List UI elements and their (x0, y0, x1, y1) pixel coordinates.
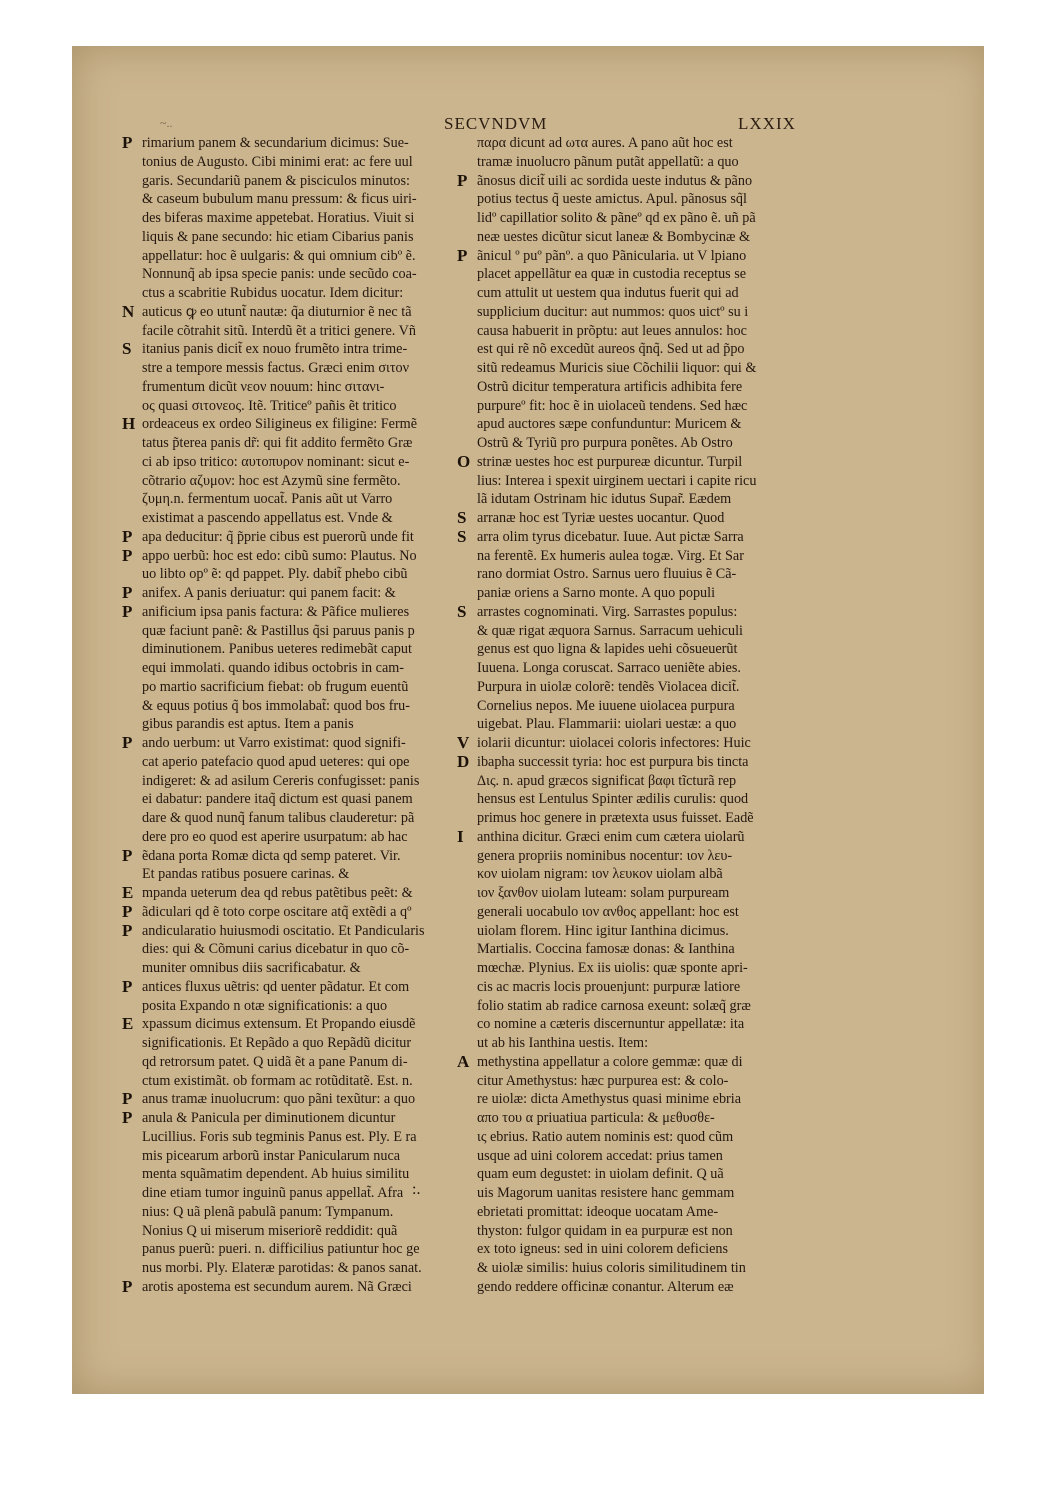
text-line (142, 622, 498, 641)
initial-letter: P (122, 601, 133, 621)
text-line (477, 1128, 859, 1147)
text-line (142, 659, 498, 678)
line-text: qd retrorsum patet. Q uidã ẽt a pane Panum di- (142, 1053, 408, 1070)
line-text: posita Expando n otæ significationis: a quo (142, 997, 388, 1014)
running-title: SECVNDVM (444, 114, 548, 133)
text-line (142, 509, 498, 528)
text-line (477, 415, 859, 434)
text-line (457, 508, 859, 528)
text-line (142, 1147, 498, 1166)
text-line (142, 772, 498, 791)
text-line (142, 865, 498, 884)
line-text: garis. Secundariũ panem & pisciculos minutos: (142, 172, 410, 189)
line-text: Δις. n. apud græcos significat βαφι tĩcturã rep (477, 772, 737, 789)
text-line (142, 265, 498, 284)
line-text: generali uocabulo ιον ανθος appellant: hoc est (477, 903, 739, 920)
text-line (477, 378, 859, 397)
text-line (122, 883, 498, 903)
line-text: ando uerbum: ut Varro existimat: quod signifi- (142, 735, 406, 751)
text-line (142, 809, 498, 828)
text-line (477, 1259, 859, 1278)
line-text: appo uerbũ: hoc est edo: cibũ sumo: Plautus. No (142, 547, 417, 564)
initial-letter: P (122, 845, 133, 865)
initial-letter: P (122, 920, 133, 940)
text-line (122, 976, 498, 997)
line-text: antices fluxus uẽtris: qd uenter pãdatur. Et com (142, 978, 410, 995)
text-line (142, 209, 498, 228)
right-column (457, 134, 859, 1297)
line-text: arra olim tyrus dicebatur. Iuue. Aut pictæ Sarra (477, 528, 744, 545)
initial-letter: E (122, 883, 134, 902)
initial-letter: V (457, 733, 470, 752)
text-line (142, 190, 498, 209)
book-page (72, 46, 990, 1394)
initial-letter: P (457, 170, 468, 190)
initial-letter: P (122, 901, 133, 921)
initial-letter: P (122, 526, 133, 546)
text-line (477, 1203, 859, 1222)
line-text: apa deducitur: q̃ p̃prie cibus est puerorũ unde fit (142, 528, 414, 545)
text-line (122, 526, 498, 547)
line-text: genera propriis nominibus nocentur: ιον λευ- (477, 847, 733, 864)
text-line (142, 678, 498, 697)
line-text: lius: Interea i spexit uirginem uectari i capite ricu (477, 472, 757, 489)
line-text: cis ac macris locis prouenjunt: purpuræ latiore (477, 978, 741, 995)
left-column (122, 133, 498, 1297)
text-line (122, 1014, 498, 1034)
text-line (142, 715, 498, 734)
text-line (142, 565, 498, 584)
line-text: tonius de Augusto. Cibi minimi erat: ac fere uul (142, 153, 413, 170)
text-line (142, 753, 498, 772)
line-text: κον uiolam nigram: ιον λευκον uiolam albã (477, 866, 723, 883)
line-text: nius: Q uã plenã pabulã panum: Tympanum. (142, 1203, 394, 1220)
line-text: mis picearum arborũ instar Panicularum nuca (142, 1147, 401, 1164)
line-text: panus puerũ: pueri. n. difficilius patiuntur hoc ge (142, 1241, 420, 1258)
line-text: thyston: fulgor quidam in ea purpuræ est non (477, 1222, 733, 1239)
text-line (477, 1072, 859, 1091)
line-text: arranæ hoc est Tyriæ uestes uocantur. Quod (477, 510, 725, 526)
text-line (477, 809, 859, 828)
text-line (477, 772, 859, 791)
text-line (142, 228, 498, 247)
line-text: απο του α priuatiua particula: & μεθυσθε- (477, 1110, 715, 1126)
line-text: folio statim ab radice carnosa exeunt: solæq̃ græ (477, 997, 751, 1014)
line-text: liquis & pane secundo: hic etiam Cibarius panis (142, 228, 414, 245)
line-text: tatus p̃terea panis dr̃: qui fit addito fermẽto Græ (142, 435, 413, 451)
line-text: ibapha successit tyria: hoc est purpura bis tincta (477, 753, 749, 770)
line-text: na ferentẽ. Ex humeris aulea togæ. Virg. Et Sar (477, 547, 744, 564)
line-text: uo libto opº ẽ: qd pappet. Ply. dabit̃ phebo cibũ (142, 566, 408, 583)
line-text: Cornelius nepos. Me iuuene uiolacea purpura (477, 697, 735, 714)
line-text: frumentum dicũt νεον nouum: hinc σιτανι- (142, 378, 385, 395)
line-text: anula & Panicula per diminutionem dicuntur (142, 1110, 396, 1126)
initial-letter: P (122, 733, 133, 752)
text-line (477, 322, 859, 341)
text-line (142, 1259, 498, 1278)
text-line (122, 1108, 498, 1128)
line-text: apud auctores sæpe confunduntur: Muricem & (477, 416, 742, 433)
line-text: uiolam florem. Hinc igitur Ianthina dicimus. (477, 922, 729, 939)
text-line (122, 545, 498, 566)
text-line (477, 1278, 859, 1297)
text-line (457, 601, 859, 622)
text-line (477, 397, 859, 416)
text-line (477, 1034, 859, 1053)
line-text: strinæ uestes hoc est purpureæ dicuntur. Turpil (477, 453, 743, 470)
text-line (477, 359, 859, 378)
line-text: dine etiam tumor inguinũ panus appellat̃. Afra (142, 1185, 404, 1201)
line-text: nus morbi. Ply. Elateræ parotidas: & panos sanat. (142, 1260, 422, 1276)
line-text: paniæ oriens a Sarno monte. A quo populi (477, 585, 716, 601)
text-line (457, 733, 859, 753)
line-text: neæ uestes dicũtur sicut laneæ & Bombycinæ & (477, 228, 751, 245)
text-line (477, 847, 859, 866)
line-text: diminutionem. Panibus ueteres redimebãt caput (142, 641, 412, 658)
line-text: co nomine a cæteris discernuntur appellatæ: ita (477, 1016, 745, 1033)
text-line (142, 247, 498, 266)
initial-letter: P (122, 545, 133, 565)
line-text: mpanda ueterum dea qd rebus patẽtibus peẽt: & (142, 885, 413, 901)
line-text: equi immolati. quando idibus octobris in cam- (142, 660, 405, 676)
line-text: παρα dicunt ad ωτα aures. A pano aũt hoc est (477, 135, 733, 151)
initial-letter: A (457, 1051, 470, 1071)
line-text: ut ab his Ianthina uestis. Item: (477, 1035, 649, 1051)
line-text: primus hoc genere in prætexta usus fuisset. Eadẽ (477, 810, 754, 826)
text-line (142, 1034, 498, 1053)
line-text: quæ faciunt panẽ: & Pastillus q̃si paruus panis p (142, 622, 415, 639)
line-text: re uiolæ: dicta Amethystus quasi minime ebria (477, 1091, 741, 1108)
line-text: rimarium panem & secundarium dicimus: Sue- (142, 135, 409, 151)
text-line (477, 228, 859, 247)
line-text: genus est quo ligna & lapides uehi cõsueuerũt (477, 641, 738, 658)
text-line (477, 209, 859, 228)
text-line (142, 434, 498, 453)
initial-letter: I (457, 826, 464, 846)
text-line (477, 659, 859, 678)
text-line (477, 978, 859, 997)
initial-letter: P (122, 1276, 133, 1296)
line-text: cat aperio patefacio quod apud ueteres: qui ope (142, 753, 410, 770)
text-line (142, 1184, 498, 1203)
line-text: Martialis. Coccina famosæ donas: & Ianthina (477, 941, 735, 958)
text-line (142, 153, 498, 172)
text-line (457, 826, 859, 847)
line-text: est qui rẽ nõ excedũt aureos q̃nq̃. Sed ut ad p̃po (477, 341, 745, 358)
text-line (477, 884, 859, 903)
text-line (142, 997, 498, 1016)
line-text: supplicium ducitur: aut nummos: quos uictº su i (477, 303, 749, 320)
initial-letter: P (457, 245, 468, 265)
margin-mark-bottom: :. (412, 1181, 421, 1198)
line-text: Lucillius. Foris sub tegminis Panus est. Ply. E ra (142, 1128, 417, 1145)
text-line (477, 1147, 859, 1166)
text-line (122, 339, 498, 359)
initial-letter: E (122, 1014, 134, 1034)
initial-letter: N (122, 301, 135, 321)
initial-letter: P (122, 1108, 133, 1127)
line-text: & uiolæ similis: huius coloris similitudinem tin (477, 1260, 746, 1276)
text-line (477, 584, 859, 603)
initial-letter: H (122, 414, 136, 434)
text-line (142, 828, 498, 847)
line-text: po martio sacrificium fiebat: ob frugum euentũ (142, 678, 409, 695)
text-line (477, 997, 859, 1016)
line-text: ãnosus dicit̃ uili ac sordida ueste indutus & pãno (477, 172, 753, 189)
text-line (142, 359, 498, 378)
text-line (122, 414, 498, 434)
text-line (477, 547, 859, 566)
line-text: stre a tempore messis factus. Græci enim σιτον (142, 360, 410, 376)
line-text: arotis apostema est secundum aurem. Nã Græci (142, 1278, 412, 1295)
line-text: gibus parandis est aptus. Item a panis (142, 716, 354, 733)
text-line (477, 265, 859, 284)
text-line (477, 565, 859, 584)
line-text: appellatur: hoc ẽ uulgaris: & qui omnium cibº ẽ. (142, 247, 416, 264)
line-text: dies: qui & Cõmuni carius dicebatur in quo cõ- (142, 941, 410, 958)
text-line (122, 133, 498, 153)
initial-letter: P (122, 133, 133, 152)
text-line (142, 640, 498, 659)
line-text: Nonius Q ui miserum miseriorẽ reddidit: quã (142, 1222, 398, 1239)
line-text: Ostrũ dicitur temperatura artificis adhibita fere (477, 378, 743, 395)
text-line (477, 1184, 859, 1203)
line-text: & caseum bubulum manu pressum: & ficus uiri- (142, 191, 417, 208)
text-line (477, 622, 859, 641)
line-text: des biferas maxime appetebat. Horatius. Viuit si (142, 210, 415, 226)
line-text: ις ebrius. Ratio autem nominis est: quod cũm (477, 1128, 734, 1145)
text-line (142, 1072, 498, 1091)
text-line (142, 1222, 498, 1241)
line-text: auticus ꝙ eo utunt̃ nautæ: q̃a diuturnior ẽ nec tã (142, 303, 412, 320)
line-text: purpureº fit: hoc ẽ in uiolaceũ tendens. Sed hæc (477, 397, 748, 414)
text-line (477, 940, 859, 959)
text-line (477, 434, 859, 453)
line-text: anthina dicitur. Græci enim cum cætera uiolarũ (477, 828, 745, 845)
line-text: arrastes cognominati. Virg. Sarrastes populus: (477, 603, 738, 620)
line-text: ordeaceus ex ordeo Siligineus ex filigine: Fermẽ (142, 416, 418, 433)
text-line (142, 1128, 498, 1147)
text-line (142, 490, 498, 509)
line-text: itanius panis dicit̃ ex nouo frumẽto intra trime- (142, 341, 408, 358)
line-text: sitũ redeamus Muricis siue Cõchilii liquor: qui & (477, 360, 757, 376)
initial-letter: P (122, 976, 133, 996)
line-text: uis Magorum uanitas resistere hanc gemmam (477, 1185, 735, 1201)
line-text: tramæ inuolucro pãnum putãt appellatũ: a quo (477, 153, 739, 170)
text-line (477, 134, 859, 153)
line-text: ctum existimãt. ob formam ac rotũditatẽ. Est. n. (142, 1072, 413, 1089)
line-text: causa habuerit in prõptu: aut leues annulos: hoc (477, 322, 747, 339)
line-text: usque ad uini colorem accedat: prius tamen (477, 1147, 723, 1164)
text-line (477, 284, 859, 303)
text-line (142, 1240, 498, 1259)
initial-letter: O (457, 451, 471, 471)
line-text: rano dormiat Ostro. Sarnus uero fluuius ẽ Cã- (477, 566, 737, 583)
text-line (122, 1089, 498, 1109)
text-line (142, 940, 498, 959)
line-text: significationis. Et Repãdo a quo Repãdũ dicitur (142, 1035, 412, 1051)
text-line (457, 751, 859, 772)
line-text: menta squãmatim dependent. Ab huius similitu (142, 1166, 410, 1183)
text-line (122, 920, 498, 941)
text-line (142, 472, 498, 491)
text-line (477, 640, 859, 659)
text-line (457, 451, 859, 472)
line-text: cõtrario αζυμον: hoc est Azymũ sine fermẽto. (142, 472, 401, 489)
text-line (142, 453, 498, 472)
line-text: methystina appellatur a colore gemmæ: quæ di (477, 1053, 743, 1070)
text-line (477, 472, 859, 491)
line-text: potius tectus q̃ ueste amictus. Apul. pãnosus sq̃l (477, 191, 747, 208)
line-text: lã idutam Ostrinam hic idutus Supar̃. Eædem (477, 491, 732, 508)
text-line (477, 303, 859, 322)
margin-mark: ~.. (160, 116, 173, 130)
text-line (477, 922, 859, 941)
text-line (457, 526, 859, 547)
text-line (477, 1222, 859, 1241)
text-line (477, 1015, 859, 1034)
text-line (142, 1053, 498, 1072)
text-line (142, 1165, 498, 1184)
line-text: andicularatio huiusmodi oscitatio. Et Pandicularis (142, 922, 425, 939)
line-text: Iuuena. Longa coruscat. Sarraco ueniẽte abies. (477, 660, 741, 676)
line-text: xpassum dicimus extensum. Et Propando eiusdẽ (142, 1016, 416, 1033)
text-line (142, 697, 498, 716)
text-line (457, 245, 859, 266)
text-line (477, 678, 859, 697)
line-text: cum attulit ut uestem qua indutus fuerit qui ad (477, 285, 739, 301)
line-text: uigebat. Plau. Flammarii: uiolari uestæ: a quo (477, 716, 737, 733)
text-line (457, 170, 859, 191)
line-text: hensus est Lentulus Spinter ædilis curulis: quod (477, 791, 749, 808)
line-text: ei dabatur: pandere itaq̃ dictum est quasi panem (142, 791, 413, 808)
text-line (477, 790, 859, 809)
line-text: anus tramæ inuolucrum: quo pãni texũtur: a quo (142, 1091, 416, 1108)
text-line (142, 378, 498, 397)
text-line (142, 959, 498, 978)
text-line (142, 790, 498, 809)
line-text: ãnicul º puº pãnº. a quo Pãnicularia. ut V lpiano (477, 247, 747, 264)
line-text: & quæ rigat æquora Sarnus. Sarracum uehiculi (477, 622, 743, 639)
text-line (122, 901, 498, 922)
line-text: iolarii dicuntur: uiolacei coloris infectores: Huic (477, 735, 751, 751)
line-text: Purpura in uiolæ colorẽ: tendẽs Violacea dicit̃. (477, 678, 740, 695)
text-line (142, 284, 498, 303)
text-line (122, 1276, 498, 1297)
line-text: indigeret: & ad asilum Cereris confugisset: panis (142, 772, 420, 789)
text-line (142, 397, 498, 416)
initial-letter: S (457, 526, 467, 546)
line-text: ex toto igneus: sed in uini colorem deficiens (477, 1241, 728, 1258)
line-text: & equus potius q̃ bos immolabat̃: quod bos fru- (142, 697, 410, 714)
line-text: Et pandas ratibus posuere carinas. & (142, 866, 350, 883)
line-text: Ostrũ & Tyriũ pro purpura ponẽtes. Ab Ostro (477, 435, 733, 451)
line-text: anifex. A panis deriuatur: qui panem facit: & (142, 585, 396, 601)
initial-letter: S (122, 339, 132, 359)
text-line (122, 301, 498, 322)
text-line (142, 172, 498, 191)
initial-letter: S (457, 601, 467, 621)
text-line (477, 153, 859, 172)
text-line (477, 1240, 859, 1259)
text-line (477, 1090, 859, 1109)
text-line (477, 490, 859, 509)
text-line (477, 340, 859, 359)
line-text: ẽdana porta Romæ dicta qd semp pateret. Vir. (142, 847, 401, 864)
text-line (142, 1203, 498, 1222)
text-line (457, 1051, 859, 1072)
line-text: placet appellãtur ea quæ in custodia receptus se (477, 266, 747, 283)
text-line (477, 903, 859, 922)
initial-letter: P (122, 1089, 133, 1109)
line-text: anificium ipsa panis factura: & Pãfice mulieres (142, 603, 410, 620)
text-line (122, 583, 498, 603)
line-text: ci ab ipso tritico: αυτοπυρον nominant: sicut e- (142, 453, 410, 470)
line-text: facile cõtrahit sitũ. Interdũ ẽt a tritici genere. Vñ (142, 322, 416, 339)
text-line (477, 190, 859, 209)
text-line (122, 733, 498, 753)
text-line (477, 1165, 859, 1184)
text-line (477, 715, 859, 734)
text-line (477, 697, 859, 716)
line-text: citur Amethystus: hæc purpurea est: & colo- (477, 1072, 729, 1089)
line-text: ζυμη.n. fermentum uocat̃. Panis aũt ut Varro (142, 491, 393, 508)
text-line (122, 845, 498, 866)
initial-letter: P (122, 583, 133, 602)
line-text: muniter omnibus diis sacrificabatur. & (142, 960, 361, 976)
line-text: lidº capillatior solito & pãneº qd ex pãno ẽ. uñ pã (477, 210, 756, 226)
text-line (477, 865, 859, 884)
line-text: ιον ξανθον uiolam luteam: solam purpuream (477, 885, 730, 901)
line-text: Nonnunq̃ ab ipsa specie panis: unde secũdo coa- (142, 266, 417, 283)
initial-letter: D (457, 751, 470, 771)
line-text: gendo reddere officinæ conantur. Alterum eæ (477, 1278, 734, 1295)
line-text: dere pro eo quod est aperire usurpatum: ab hac (142, 828, 408, 845)
line-text: ãdiculari qd ẽ toto corpe oscitare atq̃ extẽdi a qº (142, 903, 412, 920)
text-line (122, 601, 498, 622)
text-line (142, 322, 498, 341)
line-text: ctus a scabritie Rubidus uocatur. Idem dicitur: (142, 285, 404, 301)
line-text: dare & quod nunq̃ fanum talibus clauderetur: pã (142, 810, 415, 826)
folio-number: LXXIX (738, 114, 796, 133)
line-text: quam eum degustet: in uiolam definit. Q uã (477, 1166, 724, 1183)
text-line (477, 1109, 859, 1128)
line-text: ebrietati promittat: ideoque uocatam Ame- (477, 1203, 719, 1220)
line-text: ος quasi σιτονεος. Itẽ. Triticeº pañis ẽt tritico (142, 397, 397, 414)
initial-letter: S (457, 508, 467, 527)
text-line (477, 959, 859, 978)
line-text: mœchæ. Plynius. Ex iis uiolis: quæ sponte apri- (477, 960, 748, 976)
line-text: existimat a pascendo appellatus est. Vnde & (142, 510, 393, 526)
